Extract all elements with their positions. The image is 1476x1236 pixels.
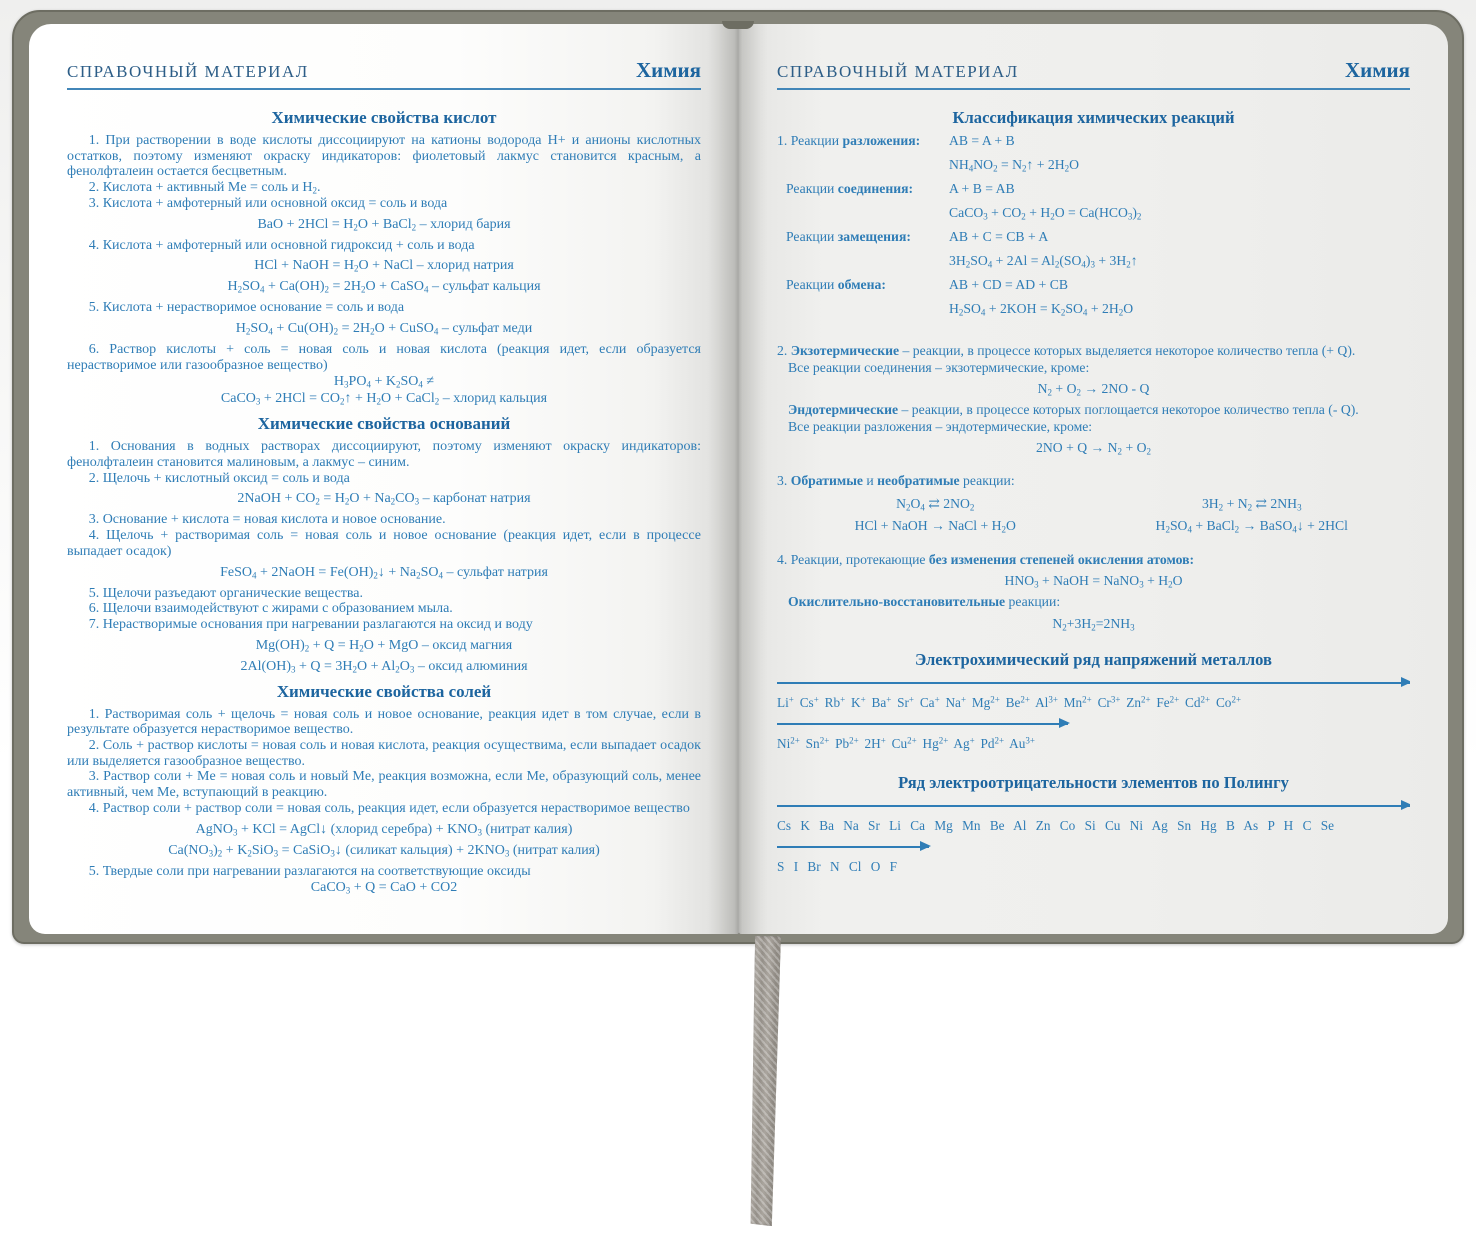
spacer xyxy=(777,637,1410,643)
left-page xyxy=(29,24,739,934)
direction-arrow xyxy=(777,723,1068,725)
formula: A + B = AB xyxy=(949,181,1015,196)
formula: $N_2O_4$ ⇄ $2NO_2$ xyxy=(896,495,975,512)
reaction-type-label: Реакции замещения: xyxy=(786,229,911,244)
paragraph: 5. Щелочи разъедают органические вещества. xyxy=(88,585,364,601)
formula: $Ca(NO_3)_2 + K_2SiO_3$ = CaSiO$_3$↓ (силикат кальция) + $2KNO_3$ (нитрат калия) xyxy=(168,842,600,859)
formula: $H_2SO_4 + Ca(OH)_2 = 2H_2O$ + CaSO$_4$ – сульфат кальция xyxy=(227,279,541,295)
spine-notch xyxy=(722,21,754,29)
formula: FeSO$_4$ + 2NaOH = $Fe(OH)_2↓ + Na_2SO_4$ – сульфат натрия xyxy=(220,564,548,581)
formula: $HNO_3$ + NaOH = NaNO$_3$ + $H_2O$ xyxy=(1004,573,1183,590)
formula: CaCO$_3$ + Q = CaO + CO2 xyxy=(310,880,458,896)
formula: $2NO + Q \to N_2 + O_2$ xyxy=(1036,440,1151,457)
spacer xyxy=(777,758,1410,766)
spacer xyxy=(777,461,1410,473)
reaction-type-label: Реакции обмена: xyxy=(786,277,886,292)
paragraph: 3. Обратимые и необратимые реакции: xyxy=(777,473,1015,488)
formula: $3H_2SO_4 + 2Al = Al_2(SO_4)_3$ + $3H_2↑$ xyxy=(949,253,1138,270)
reaction-type-row xyxy=(777,181,1410,197)
page-header-subject: Химия xyxy=(1344,58,1410,82)
element-series-row: $Ni^{2+}$ $Sn^{2+}$ $Pb^{2+}$ 2H+ $Cu^{2+}$ $Hg^{2+}$ Ag+ $Pd^{2+}$ $Au^{3+}$ xyxy=(777,735,1035,751)
formula-pair xyxy=(777,518,1410,534)
formula: CaCO$_3$ + $2HCl = CO_2↑ + H_2O$ + CaCl$_2$ – хлорид кальция xyxy=(220,391,548,407)
paragraph: 3. Основание + кислота = новая кислота и новое основание. xyxy=(88,512,446,528)
section-title: Химические свойства солей xyxy=(276,681,492,701)
header-rule xyxy=(67,88,701,90)
element-series-row: Li+ Cs+ Rb+ K+ Ba+ Sr+ Ca+ Na+ $Mg^{2+}$ $Be^{2+}$ $Al^{3+}$ $Mn^{2+}$ $Cr^{3+}$ $Zn^{2+}$ $Fe^{2+}$ $Cd^{2+}$ $Co^{2+}$ xyxy=(777,694,1242,710)
formula: $Mg(OH)_2 + Q = H_2O$ + MgO – оксид магния xyxy=(255,637,513,654)
paragraph: 4. Щелочь + растворимая соль = новая соль и новое основание (реакция идет, если в процессе выпадает осадок) xyxy=(67,528,701,559)
paragraph: 5. Кислота + нерастворимое основание = соль и вода xyxy=(88,300,405,316)
formula: $N_2 + O_2 \to 2NO - Q$ xyxy=(1037,381,1150,398)
right-page-content xyxy=(777,101,1410,928)
formula: $H_3PO_4 + K_2SO_4$ ≠ xyxy=(333,374,435,390)
element-series-row: S I Br N Cl O F xyxy=(777,858,898,874)
paragraph: 7. Нерастворимые основания при нагревании разлагаются на оксид и воду xyxy=(88,616,533,632)
paragraph: 6. Раствор кислоты + соль = новая соль и новая кислота (реакция идет, если образуется нерастворимое или газообразное вещество) xyxy=(67,341,701,373)
formula: $H_2SO_4 + Cu(OH)_2 = 2H_2O$ + CuSO$_4$ – сульфат меди xyxy=(235,320,533,337)
paragraph: 1. При растворении в воде кислоты диссоциируют на катионы водорода H+ и анионы кислотных остатков, поэтому изменяют окраску индикаторов: фиолетовый лакмус становится красным, а фенолфталеин остается бесцветным. xyxy=(67,133,701,180)
paragraph: Эндотермические – реакции, в процессе которых поглощается некоторое количество тепла (- Q). xyxy=(788,402,1359,417)
spacer xyxy=(777,540,1410,552)
paragraph: Все реакции соединения – экзотермические, кроме: xyxy=(788,359,1090,375)
formula: $H_2SO_4 + 2KOH = K_2SO_4 + 2H_2O$ xyxy=(949,301,1134,318)
page-header xyxy=(67,58,701,83)
page-header xyxy=(777,58,1410,83)
element-series-row: Cs K Ba Na Sr Li Ca Mg Mn Be Al Zn Co Si Cu Ni Ag Sn Hg B As P H C Se xyxy=(777,817,1334,833)
formula: $NH_4NO_2$ = $N_2↑ + 2H_2O$ xyxy=(949,157,1080,174)
section-title: Классификация химических реакций xyxy=(952,108,1235,127)
paragraph: 1. Основания в водных растворах диссоциируют, поэтому изменяют окраску индикаторов: фенолфталеин становится малиновым, а лакмус – синим. xyxy=(67,439,701,471)
paragraph: 2. Кислота + активный Me = соль и $H_2$. xyxy=(88,180,321,196)
formula: HCl + NaOH → NaCl + $H_2O$ xyxy=(854,517,1016,534)
direction-arrow xyxy=(777,846,929,848)
page-header-title: СПРАВОЧНЫЙ МАТЕРИАЛ xyxy=(777,62,1019,81)
page-header-subject: Химия xyxy=(635,58,701,82)
reaction-type-label: Реакции соединения: xyxy=(786,181,914,196)
reaction-type-row xyxy=(777,133,1410,149)
paragraph: Все реакции разложения – эндотермические, кроме: xyxy=(788,418,1093,434)
formula: $2Al(OH)_3 + Q = 3H_2O + Al_2O_3$ – оксид алюминия xyxy=(240,658,528,675)
section-title: Ряд электроотрицательности элементов по Полингу xyxy=(898,772,1289,792)
formula-pair xyxy=(777,496,1410,512)
section-title: Химические свойства оснований xyxy=(257,414,511,434)
paragraph: 2. Щелочь + кислотный оксид = соль и вода xyxy=(88,470,350,486)
paragraph: 2. Соль + раствор кислоты = новая соль и новая кислота, реакция осуществима, если выпадает осадок или выделяется газообразное вещество. xyxy=(67,738,701,769)
formula: AB + C = CB + A xyxy=(949,229,1049,244)
formula: CaCO$_3$ + $CO_2 + H_2O = Ca(HCO_3)_2$ xyxy=(949,205,1142,222)
paragraph: 5. Твердые соли при нагревании разлагаются на соответствующие оксиды xyxy=(88,863,531,879)
section-title: Электрохимический ряд напряжений металлов xyxy=(915,649,1272,669)
reaction-type-row xyxy=(777,277,1410,293)
formula: AgNO$_3$ + KCl = AgCl↓ (хлорид серебра) + $KNO_3$ (нитрат калия) xyxy=(195,821,573,838)
paragraph: 6. Щелочи взаимодействуют с жирами с образованием мыла. xyxy=(88,601,453,617)
direction-arrow xyxy=(777,805,1410,807)
paragraph: 4. Реакции, протекающие без изменения степеней окисления атомов: xyxy=(777,551,1195,567)
left-page-content xyxy=(67,101,701,928)
formula: $N_2+3H_2=2NH_3$ xyxy=(1052,615,1135,632)
formula: $3H_2 + N_2$ ⇄ $2NH_3$ xyxy=(1201,495,1302,512)
section-title: Химические свойства кислот xyxy=(271,108,497,127)
formula: $H_2SO_4$ + BaCl$_2$ → BaSO$_4$↓ + 2HCl xyxy=(1155,517,1348,534)
paragraph: Окислительно-восстановительные реакции: xyxy=(788,594,1061,609)
formula: AB = A + B xyxy=(949,133,1015,148)
paragraph: 4. Раствор соли + раствор соли = новая соль, реакция идет, если образуется нерастворимое вещество xyxy=(88,800,690,816)
formula: BaO + $2HCl = H_2O$ + BaCl$_2$ – хлорид бария xyxy=(257,216,511,233)
reaction-type-row xyxy=(777,229,1410,245)
header-rule xyxy=(777,88,1410,90)
direction-arrow xyxy=(777,682,1410,684)
ribbon-bookmark xyxy=(748,936,781,1227)
paragraph: 2. Экзотермические – реакции, в процессе которых выделяется некоторое количество тепла (+ Q). xyxy=(777,343,1356,358)
paragraph: 3. Раствор соли + Me = новая соль и новый Me, реакция возможна, если Me, образующий соль, менее активный, чем Me, вступающий в реакцию. xyxy=(67,769,701,801)
formula: AB + CD = AD + CB xyxy=(949,277,1068,292)
notebook xyxy=(12,10,1464,944)
reaction-type-label: 1. Реакции разложения: xyxy=(777,133,921,148)
paragraph: 3. Кислота + амфотерный или основной оксид = соль и вода xyxy=(88,195,448,211)
paragraph: 1. Растворимая соль + щелочь = новая соль и новое основание, реакция идет в том случае, если в результате образуется нерастворимое вещество. xyxy=(67,706,701,738)
paragraph: 4. Кислота + амфотерный или основной гидроксид + соль и вода xyxy=(88,237,475,253)
formula: HCl + NaOH = $H_2O$ + NaCl – хлорид натрия xyxy=(254,258,514,274)
page-header-title: СПРАВОЧНЫЙ МАТЕРИАЛ xyxy=(67,62,309,81)
formula: 2NaOH + $CO_2 = H_2O + Na_2CO_3$ – карбонат натрия xyxy=(237,491,531,507)
right-page xyxy=(739,24,1448,934)
spacer xyxy=(777,325,1410,343)
